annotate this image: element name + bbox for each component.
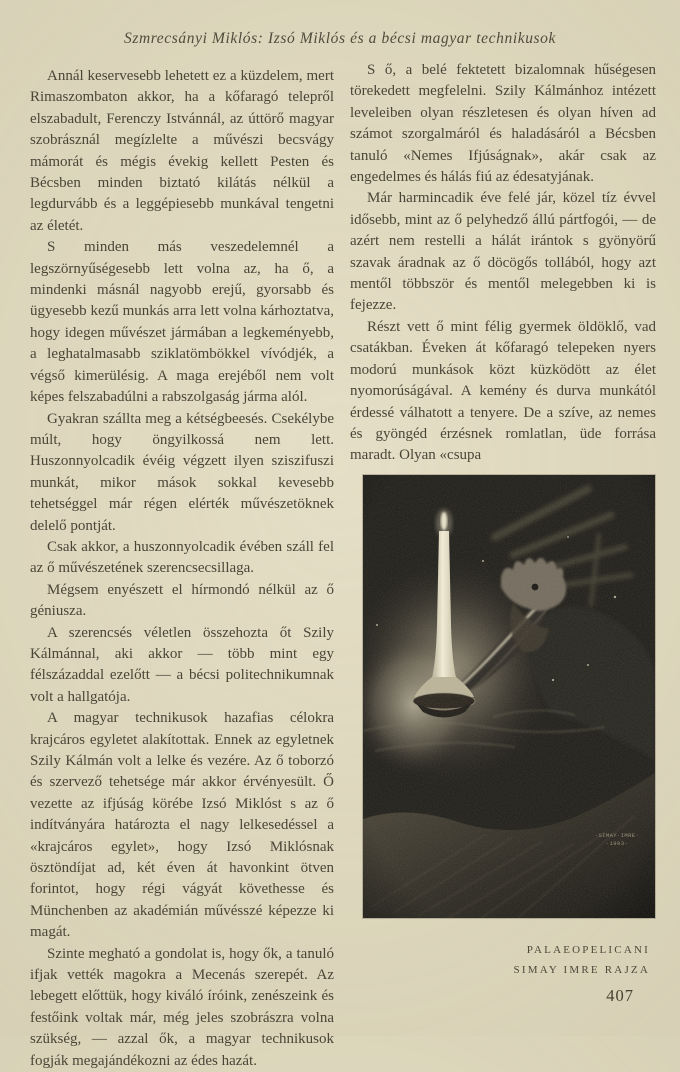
page-title: Szmrecsányi Miklós: Izsó Miklós és a bécsi magyar technikusok (123, 30, 557, 47)
paragraph: S ő, a belé fektetett bizalomnak hűségesen törekedett megfelelni. Szily Kálmánhoz intézett leveleiben olyan részletesen és olyan híven ad számot szorgalmáról és haladásáról a Bécsben tanuló «Nemes Ifjúságnak», akár csak az engedelmes és hálás fiú az édesatyjának. (350, 62, 656, 186)
paragraph: A szerencsés véletlen összehozta őt Szily Kálmánnal, aki akkor — több mint egy félszázaddal ezelőtt — a bécsi politechnikumnak volt a hallgatója. (30, 624, 334, 705)
paragraph: Csak akkor, a huszonnyolcadik évében száll fel az ő művészetének szerencsecsillaga. (30, 538, 334, 577)
figure-caption (350, 940, 656, 980)
page-number: 407 (606, 985, 634, 1005)
paragraph: Gyakran szállta meg a kétségbeesés. Csekélybe múlt, hogy öngyilkossá nem lett. Huszonnyolcadik évéig végzett ilyen sziszifuszi munkát, mikor mások sokkal kevesebb tehetséggel már régen elérték művészetöknek delelő pontját. (30, 410, 334, 534)
paragraph: S minden más veszedelemnél a legszörnyűségesebb lett volna az, ha ő, a mindenki másnál nagyobb erejű, gyorsabb és ügyesebb kezű munkás arra lett volna kárhoztatva, hogy idegen művészet jármában a legkeményebb, a leghatalmasabb sziklatömbökkel vívódjék, a végső kimerülésig. A maga erejéből nem volt képes felszabadúlni a rabszolgaság járma alól. (30, 239, 334, 406)
illustration-palaeopelican (363, 475, 655, 918)
paragraph: Mégsem enyészett el hírmondó nélkül az ő géniusza. (30, 581, 334, 620)
paragraph: Részt vett ő mint félig gyermek öldöklő, vad csatákban. Éveken át kőfaragó telepeken nyers modorú munkások közt küzködött az élet nyomorúságával. A kemény és durva munkától érdessé válhatott a tenyere. De a szíve, az nemes és gyöngéd érzésnek romlatlan, üde forrása maradt. Olyan «csupa (350, 318, 656, 464)
figure-caption-line2: SIMAY IMRE RAJZA (513, 963, 650, 976)
article-column-left (30, 66, 334, 1072)
paragraph: Annál keservesebb lehetett ez a küzdelem, mert Rimaszombaton akkor, ha a kőfaragó telepről elszabadult, Ferenczy Istvánnál, az úttörő magyar szobrásznál megízlelte a művészi becsvágy mámorát és mégis évekig kellett Pesten és Bécsben minden biztató kilátás nélkül a legdurvább és a leggépiesebb munkával tengetni az életét. (30, 68, 334, 234)
paragraph: A magyar technikusok hazafias célokra krajcáros egyletet alakítottak. Ennek az egyletnek Szily Kálmán volt a lelke és vezére. Az ő toborzó és szervező tehetsége már akkor érvényesült. Ő vezette az ifjúság körébe Izsó Miklóst s az ő indítványára határozta el nagy lelkesedéssel a «krajcáros egylet», hogy Izsó Miklósnak ösztöndíjat ad, két éven át havonkint ötven forintot, hogy régi vágyát követhesse és Münchenben az akadémián művésszé képezze ki magát. (30, 710, 334, 941)
pelican-drawing (363, 475, 655, 918)
paragraph: Már harmincadik éve felé jár, közel tíz évvel idősebb, mint az ő pelyhedző állú pártfogói, — de azért nem restelli a hálát irántok s gyönyörű szavak áradnak az ő döcögős tollából, hogy azt mentől többször és mentől melegebben ki is fejezze. (350, 190, 656, 314)
figure-caption-line1: PALAEOPELICANI (526, 943, 650, 956)
paragraph: Szinte megható a gondolat is, hogy ők, a tanuló ifjak vették magokra a Mecenás szerepét. Az lebegett előttük, hogy kiváló íróink, zenészeink és festőink voltak már, még jeles szobrászra volna szükség, — azzal ők, a magyar technikusok fogják megajándékozni az édes hazát. (30, 945, 334, 1069)
article-column-right (350, 60, 656, 1006)
film-grain (363, 475, 655, 918)
